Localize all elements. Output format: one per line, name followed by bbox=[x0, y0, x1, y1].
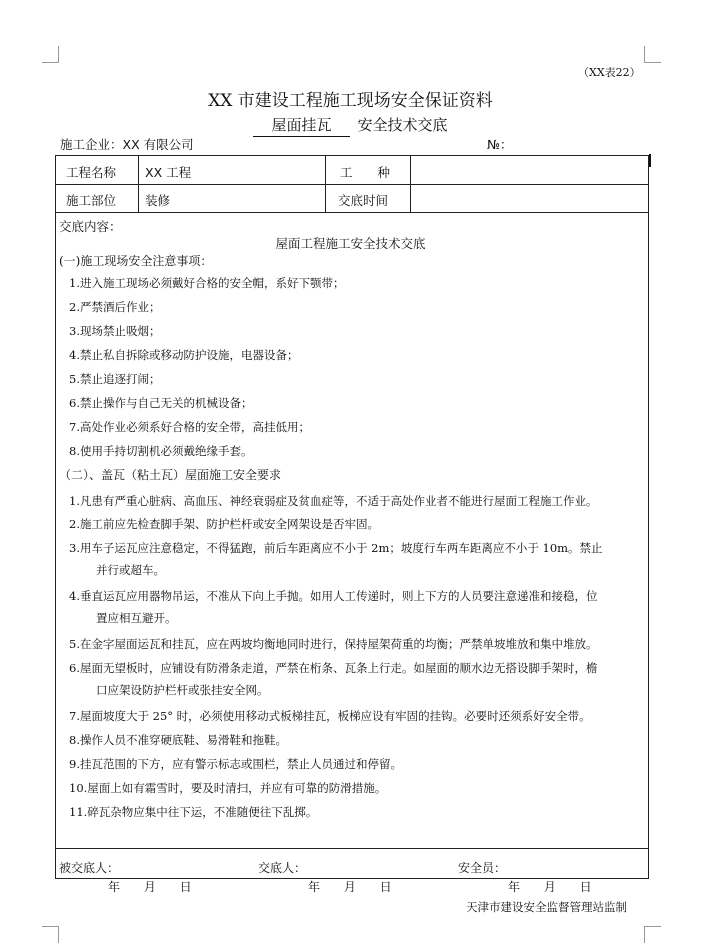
list-item bbox=[69, 490, 647, 512]
crop-mark-top-right bbox=[644, 46, 661, 63]
content-label: 交底内容： bbox=[59, 219, 122, 234]
list-item: 2.严禁酒后作业； bbox=[69, 300, 161, 314]
project-name-label: 工程名称 bbox=[66, 165, 117, 180]
list-item-continuation: 置应相互避开。 bbox=[96, 611, 177, 625]
project-name-value[interactable]: XX 工程 bbox=[145, 165, 192, 180]
row-divider-1 bbox=[55, 184, 649, 185]
list-item-text: 4.垂直运瓦应用器物吊运，不准从下向上手抛。如用人工传递时，则上下方的人员要注意递准和接稳，位 bbox=[69, 589, 598, 603]
list-item-text: 6.屋面无望板时，应铺设有防滑条走道，严禁在桁条、瓦条上行走。如屋面的顺水边无搭设脚手架时，檐 bbox=[69, 661, 598, 675]
giver-signature-label: 交底人： bbox=[258, 861, 307, 875]
footer-issuer: 天津市建设安全监督管理站监制 bbox=[466, 900, 627, 914]
document-title: XX 市建设工程施工现场安全保证资料 bbox=[208, 91, 493, 111]
list-item-continuation: 口应架设防护栏杆或张挂安全网。 bbox=[96, 683, 269, 697]
giver-date: 年 月 日 bbox=[308, 880, 392, 894]
list-item-text: 8.操作人员不准穿硬底鞋、易滑鞋和拖鞋。 bbox=[69, 733, 287, 747]
list-item bbox=[69, 777, 647, 799]
text-cursor bbox=[649, 154, 651, 167]
list-item bbox=[69, 801, 647, 823]
section1-title: (一)施工现场安全注意事项： bbox=[59, 254, 213, 268]
receiver-date: 年 月 日 bbox=[108, 880, 192, 894]
construction-part-label: 施工部位 bbox=[66, 193, 117, 208]
list-item: 6.禁止操作与自己无关的机械设备； bbox=[69, 396, 253, 410]
list-item bbox=[69, 729, 647, 751]
form-number: （XX表22） bbox=[578, 66, 641, 79]
list-item bbox=[69, 537, 647, 581]
safety-officer-date: 年 月 日 bbox=[508, 880, 592, 894]
subtitle-topic: 屋面挂瓦 bbox=[253, 114, 349, 137]
list-item-continuation: 并行或超车。 bbox=[96, 563, 165, 577]
list-item-text: 7.屋面坡度大于 25° 时，必须使用移动式板梯挂瓦，板梯应设有牢固的挂钩。必要时还须系好安全带。 bbox=[69, 709, 591, 723]
list-item bbox=[69, 585, 647, 629]
receiver-signature-label: 被交底人： bbox=[59, 861, 120, 875]
number-label: №： bbox=[487, 137, 513, 152]
list-item bbox=[69, 705, 647, 727]
list-item: 3.现场禁止吸烟； bbox=[69, 324, 161, 338]
crop-mark-top-left bbox=[42, 46, 59, 63]
crop-mark-bottom-right bbox=[644, 926, 661, 943]
list-item bbox=[69, 513, 647, 535]
list-item-text: 5.在金字屋面运瓦和挂瓦，应在两坡均衡地同时进行，保持屋架荷重的均衡；严禁单坡堆放和集中堆放。 bbox=[69, 637, 598, 651]
list-item-text: 3.用车子运瓦应注意稳定，不得猛跑，前后车距离应不小于 2m；坡度行车两车距离应不小于 10m。禁止 bbox=[69, 541, 603, 555]
list-item: 8.使用手持切割机必须戴绝缘手套。 bbox=[69, 444, 253, 458]
safety-officer-label: 安全员： bbox=[458, 861, 507, 875]
company-line: 施工企业：XX 有限公司 bbox=[60, 137, 194, 152]
list-item: 5.禁止追逐打闹； bbox=[69, 372, 161, 386]
list-item-text: 10.屋面上如有霜雪时，要及时清扫，并应有可靠的防滑措施。 bbox=[69, 781, 387, 795]
briefing-time-label: 交底时间 bbox=[338, 193, 389, 208]
col-divider-3 bbox=[410, 155, 411, 213]
list-item-text: 11.碎瓦杂物应集中往下运，不准随便往下乱掷。 bbox=[69, 805, 318, 819]
construction-part-value[interactable]: 装修 bbox=[145, 193, 171, 208]
section2-title: （二）、盖瓦（粘土瓦）屋面施工安全要求 bbox=[59, 468, 282, 482]
list-item-text: 2.施工前应先检查脚手架、防护栏杆或安全网架设是否牢固。 bbox=[69, 517, 379, 531]
list-item-text: 1.凡患有严重心脏病、高血压、神经衰弱症及贫血症等，不适于高处作业者不能进行屋面工程施工作业。 bbox=[69, 494, 598, 508]
trade-label: 工 种 bbox=[340, 165, 391, 180]
crop-mark-bottom-left bbox=[42, 926, 59, 943]
list-item: 7.高处作业必须系好合格的安全带，高挂低用； bbox=[69, 420, 310, 434]
col-divider-2 bbox=[325, 155, 326, 213]
col-divider-1 bbox=[138, 155, 139, 213]
list-item bbox=[69, 753, 647, 775]
list-item-text: 9.挂瓦范围的下方，应有警示标志或围栏，禁止人员通过和停留。 bbox=[69, 757, 402, 771]
row-divider-2 bbox=[55, 212, 649, 213]
signature-divider bbox=[55, 848, 649, 849]
subtitle-rest: 安全技术交底 bbox=[357, 116, 448, 134]
document-subtitle bbox=[0, 114, 701, 137]
list-item: 4.禁止私自拆除或移动防护设施，电器设备； bbox=[69, 348, 299, 362]
list-item bbox=[69, 633, 647, 655]
list-item: 1.进入施工现场必须戴好合格的安全帽，系好下颚带； bbox=[69, 276, 345, 290]
content-title: 屋面工程施工安全技术交底 bbox=[275, 236, 426, 251]
list-item bbox=[69, 657, 647, 701]
